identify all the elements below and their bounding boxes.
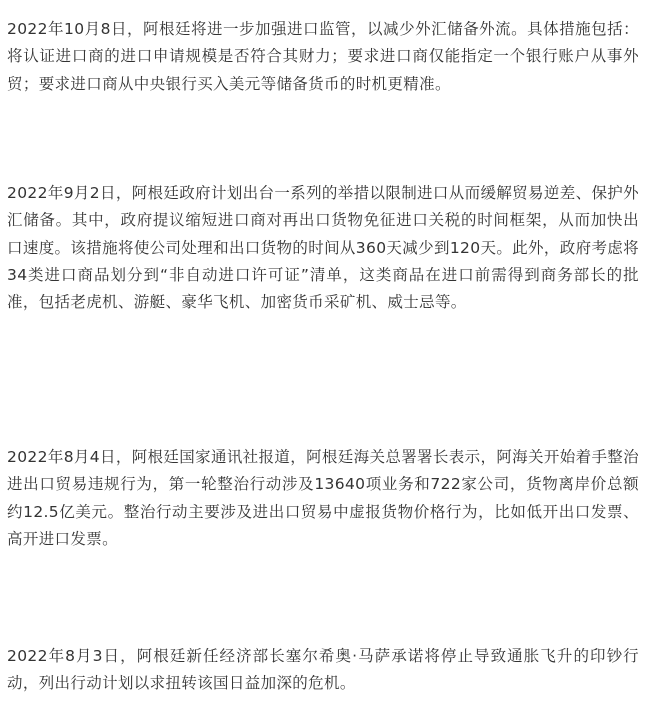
news-paragraph-2022-09-02: 2022年9月2日，阿根廷政府计划出台一系列的举措以限制进口从而缓解贸易逆差、保护外汇储备。其中，政府提议缩短进口商对再出口货物免征进口关税的时间框架，从而加快出口速度。该措施将使公司处理和出口货物的时间从360天减少到120天。此外，政府考虑将34类进口商品划分到“非自动进口许可证”清单，这类商品在进口前需得到商务部长的批准，包括老虎机、游艇、豪华飞机、加密货币采矿机、威士忌等。	[7, 184, 639, 312]
news-paragraph-2022-08-03: 2022年8月3日，阿根廷新任经济部长塞尔希奥·马萨承诺将停止导致通胀飞升的印钞行动，列出行动计划以求扭转该国日益加深的危机。	[7, 647, 639, 693]
news-paragraph-2022-08-04: 2022年8月4日，阿根廷国家通讯社报道，阿根廷海关总署署长表示，阿海关开始着手整治进出口贸易违规行为，第一轮整治行动涉及13640项业务和722家公司，货物离岸价总额约12.5亿美元。整治行动主要涉及进出口贸易中虚报货物价格行为，比如低开出口发票、高开进口发票。	[7, 448, 639, 548]
news-paragraph-2022-10-08: 2022年10月8日，阿根廷将进一步加强进口监管，以减少外汇储备外流。具体措施包括：将认证进口商的进口申请规模是否符合其财力；要求进口商仅能指定一个银行账户从事外贸；要求进口商从中央银行买入美元等储备货币的时机更精准。	[7, 20, 639, 93]
